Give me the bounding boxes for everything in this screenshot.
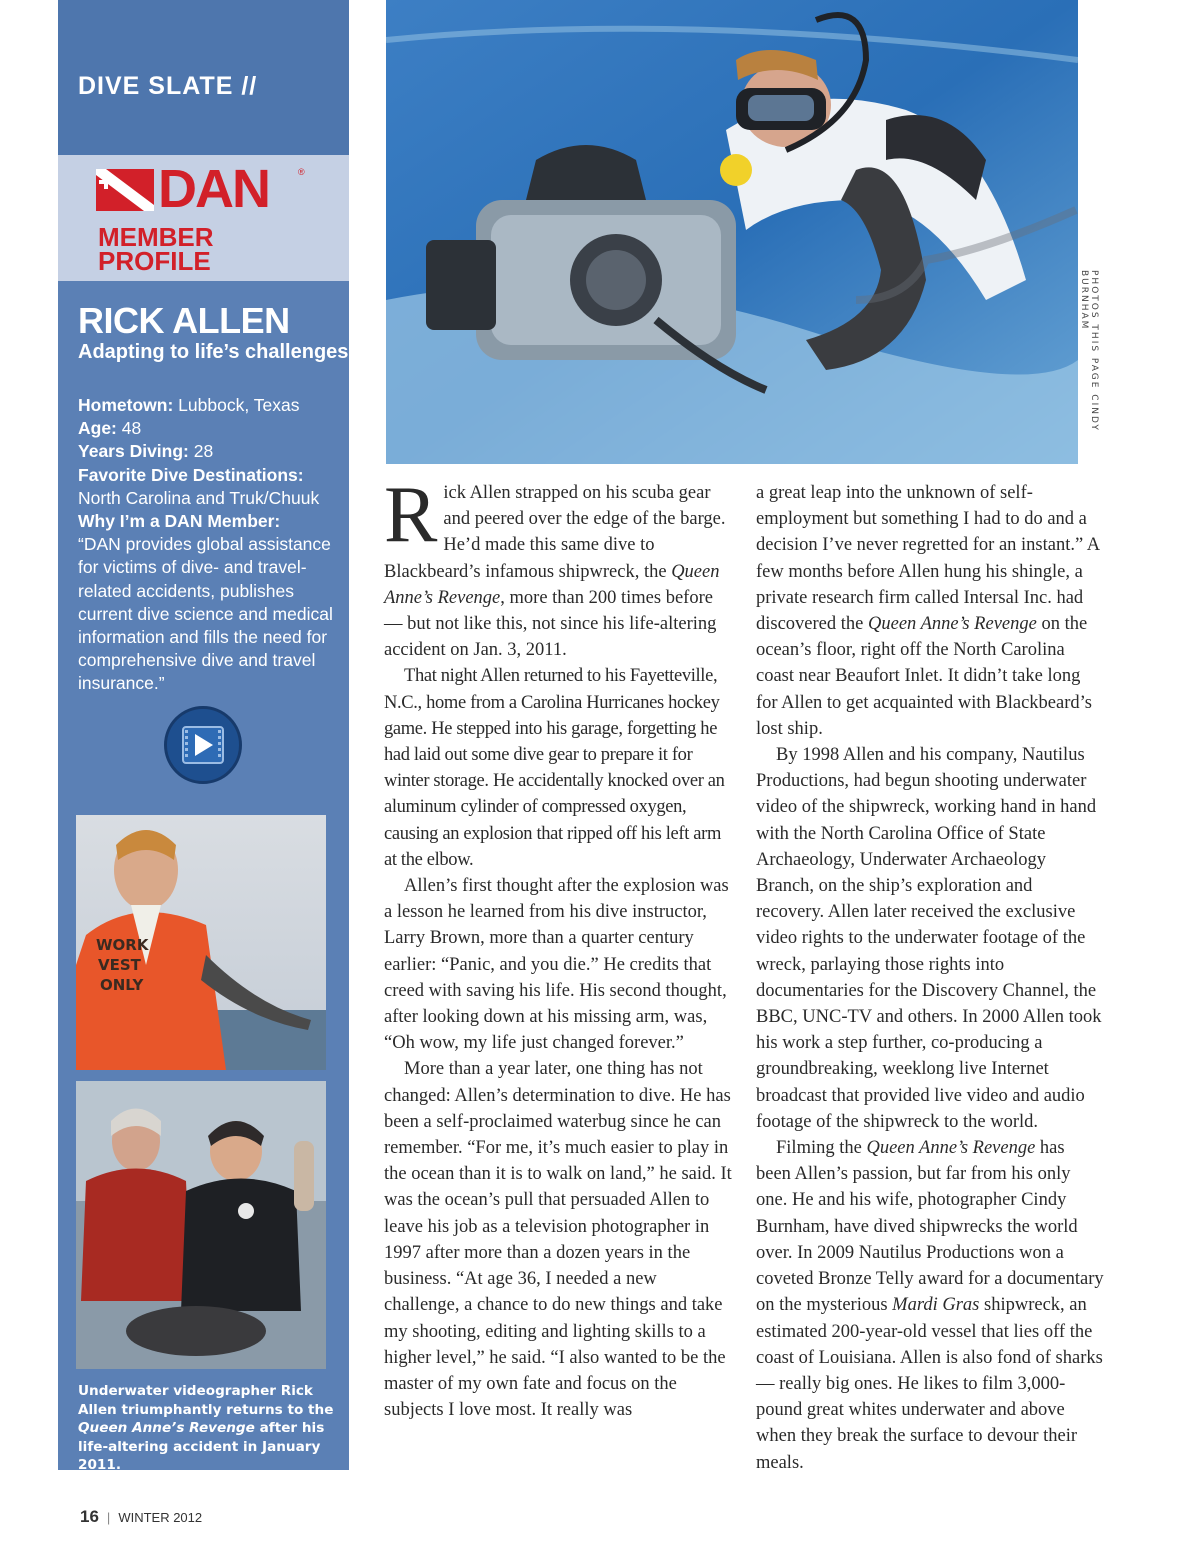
photo-caption bbox=[78, 1382, 340, 1475]
article-paragraph: That night Allen returned to his Fayetteville, N.C., home from a Carolina Hurricanes hockey game. He stepped into his garage, forgetting he had laid out some dive gear to prepare it for winter storage. He accidentally knocked over an aluminum cylinder of compressed oxygen, causing an explosion that ripped off his left arm at the elbow. bbox=[384, 666, 725, 870]
paragraph-text: on the ocean’s floor, right off the North Carolina coast near Beaufort Inlet. It didn’t take long for Allen to get acquainted with Blackbeard’s lost ship. bbox=[756, 614, 1092, 739]
fact-label: Hometown: bbox=[78, 395, 174, 415]
footer-separator: | bbox=[106, 1510, 111, 1525]
paragraph-text: a great leap into the unknown of self-employment but something I had to do and a decision I’ve never regretted for an instant.” A few months before Allen hung his shingle, a private research firm called Intersal Inc. had discovered the bbox=[756, 483, 1100, 635]
fact-label: Why I’m a DAN Member: bbox=[78, 511, 281, 532]
fact-label: Favorite Dive Destinations: bbox=[78, 464, 304, 485]
article-paragraph: Allen’s first thought after the explosion was a lesson he learned from his dive instructor, Larry Brown, more than a quarter century earlier: “Panic, and you die.” He credits that creed with saving his life. His second thought, after looking down at his missing arm, was, “Oh wow, my life just changed forever.” bbox=[384, 876, 729, 1054]
paragraph-text: has been Allen’s passion, but far from his only one. He and his wife, photographer Cindy Burnham, have dived shipwrecks the world over. In 2009 Nautilus Productions won a coveted Bronze Telly award for a documentary on the mysterious bbox=[756, 1138, 1104, 1316]
fact-why-value: “DAN provides global assistance for victims of dive- and travel-related accidents, publishes current dive science and medical information and fills the need for comprehensive dive and travel insurance.” bbox=[78, 534, 333, 694]
paragraph-text: ick Allen strapped on his scuba gear and peered over the edge of the barge. He’d made this same dive to Blackbeard’s infamous shipwreck, the bbox=[384, 483, 726, 582]
fact-label: Years Diving: bbox=[78, 441, 189, 462]
member-profile-label bbox=[98, 222, 214, 276]
profile-label: PROFILE bbox=[98, 246, 211, 276]
paragraph-text: , more than 200 times before — but not like this, not since his life-altering accident on Jan. 3, 2011. bbox=[384, 587, 717, 661]
caption-italic: Queen Anne’s Revenge bbox=[78, 1420, 255, 1436]
article-paragraph bbox=[756, 1135, 1104, 1476]
article-column-1 bbox=[384, 471, 732, 1423]
fact-fav-value: North Carolina and Truk/Chuuk bbox=[78, 487, 320, 508]
drop-cap: R bbox=[384, 471, 438, 559]
issue-label: WINTER 2012 bbox=[118, 1510, 203, 1525]
paragraph-italic: Queen Anne’s Revenge bbox=[384, 561, 720, 608]
photo-work-vest bbox=[76, 815, 326, 1070]
paragraph-italic: Queen Anne’s Revenge bbox=[866, 1138, 1036, 1159]
dive-flag-icon bbox=[96, 169, 154, 211]
fact-label: Age: bbox=[78, 418, 117, 439]
caption-text: Underwater videographer Rick Allen triumphantly returns to the bbox=[78, 1383, 334, 1418]
registered-mark: ® bbox=[298, 167, 305, 177]
profile-tagline: Adapting to life’s challenges bbox=[78, 341, 349, 363]
fact-years bbox=[78, 440, 343, 463]
page-footer bbox=[80, 1507, 202, 1527]
film-play-icon bbox=[167, 709, 239, 781]
article-paragraph: More than a year later, one thing has not changed: Allen’s determination to dive. He has been a self-proclaimed waterbug since he can remember. “For me, it’s much easier to play in the ocean than it is to walk on land,” he said. It was the ocean’s pull that persuaded Allen to leave his job as a television photographer in 1997 after more than a dozen years in the business. “At age 36, I needed a new challenge, a chance to do new things and take my shooting, editing and lighting skills to a higher level,” he said. “I also wanted to be the master of my own fate and focus on the subjects I love most. It really was bbox=[384, 1059, 732, 1421]
section-title: DIVE SLATE // bbox=[78, 72, 258, 100]
fact-value: Lubbock, Texas bbox=[178, 395, 300, 415]
video-play-button[interactable] bbox=[164, 706, 242, 784]
article-column-2 bbox=[756, 480, 1104, 1476]
svg-text:WORK: WORK bbox=[96, 936, 149, 954]
profile-name: RICK ALLEN bbox=[78, 300, 290, 341]
article-paragraph bbox=[756, 480, 1104, 742]
paragraph-text: shipwreck, an estimated 200-year-old vessel that lies off the coast of Louisiana. Allen is also fond of sharks — really big ones. He likes to film 3,000-pound great whites underwater and above when they break the surface to devour their meals. bbox=[756, 1295, 1103, 1473]
paragraph-italic: Mardi Gras bbox=[892, 1295, 980, 1316]
profile-facts bbox=[78, 394, 343, 696]
photo-credit: PHOTOS THIS PAGE CINDY BURNHAM bbox=[1079, 270, 1099, 432]
fact-fav-label bbox=[78, 464, 343, 487]
profile-sidebar bbox=[58, 0, 349, 1473]
photo-boat-return bbox=[76, 1081, 326, 1369]
fact-value: 28 bbox=[193, 441, 214, 462]
svg-text:VEST: VEST bbox=[98, 956, 141, 974]
fact-why-label bbox=[78, 510, 343, 533]
dan-wordmark: DAN bbox=[158, 159, 269, 219]
paragraph-italic: Queen Anne’s Revenge bbox=[868, 614, 1037, 635]
article-paragraph bbox=[384, 471, 732, 663]
fact-hometown bbox=[78, 394, 343, 417]
fact-age bbox=[78, 417, 343, 440]
dan-member-profile-logo bbox=[58, 155, 349, 281]
caption-text: after his life-altering accident in January 2011. bbox=[78, 1420, 325, 1473]
page-number: 16 bbox=[80, 1507, 99, 1526]
member-label: MEMBER bbox=[98, 222, 214, 252]
section-header bbox=[58, 0, 349, 155]
photo-underwater-diver bbox=[386, 0, 1078, 464]
svg-text:ONLY: ONLY bbox=[100, 976, 144, 994]
paragraph-text: Filming the bbox=[776, 1138, 867, 1159]
fact-value: 48 bbox=[121, 418, 142, 439]
article-paragraph: By 1998 Allen and his company, Nautilus Productions, had begun shooting underwater video of the shipwreck, working hand in hand with the North Carolina Office of State Archaeology, Underwater Archaeology Branch, on the ship’s exploration and recovery. Allen later received the exclusive video rights to the underwater footage of the wreck, parlaying those rights into documentaries for the Discovery Channel, the BBC, UNC-TV and others. In 2000 Allen took his work a step further, co-producing a groundbreaking, weeklong live Internet broadcast that provided live video and audio footage of the shipwreck to the world. bbox=[756, 745, 1102, 1132]
